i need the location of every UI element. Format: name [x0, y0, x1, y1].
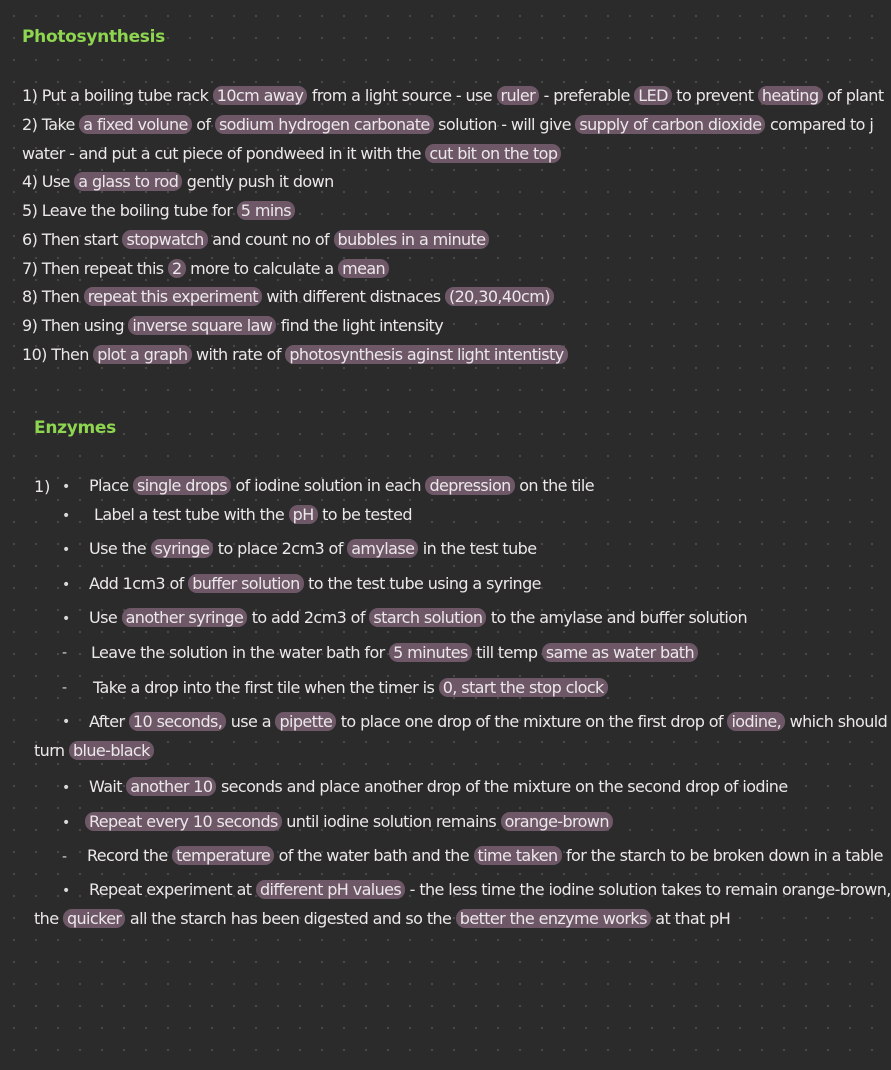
text-segment: Label a test tube with the — [94, 505, 289, 524]
text-segment: which should — [785, 712, 888, 731]
highlighted-text: pipette — [275, 712, 336, 731]
highlighted-text: single drops — [133, 476, 231, 495]
photosynthesis-line — [22, 259, 389, 279]
highlighted-text: depression — [425, 476, 514, 495]
bullet-marker: • — [62, 577, 71, 593]
highlighted-text: cut bit on the top — [425, 144, 561, 163]
text-segment: 7) Then repeat this — [22, 259, 169, 278]
text-segment: at that pH — [650, 909, 731, 928]
photosynthesis-line — [22, 86, 884, 106]
text-segment: of the water bath and the — [274, 846, 474, 865]
highlighted-text: 0, start the stop clock — [439, 678, 608, 697]
photosynthesis-line — [22, 201, 295, 221]
highlighted-text: Repeat every 10 seconds — [85, 812, 282, 831]
text-segment: of — [191, 115, 215, 134]
enzyme-step — [34, 741, 154, 761]
enzyme-step — [89, 880, 891, 900]
highlighted-text: 5 mins — [237, 201, 295, 220]
text-segment: of iodine solution in each — [230, 476, 426, 495]
highlighted-text: temperature — [172, 846, 274, 865]
highlighted-text: quicker — [63, 909, 125, 928]
highlighted-text: starch solution — [369, 608, 486, 627]
bullet-marker: - — [62, 645, 68, 661]
highlighted-text: inverse square law — [128, 316, 276, 335]
highlighted-text: same as water bath — [542, 643, 698, 662]
text-segment: Take a drop into the first tile when the timer is — [93, 678, 439, 697]
highlighted-text: LED — [634, 86, 672, 105]
text-segment: to be tested — [317, 505, 412, 524]
bullet-marker: • — [62, 542, 71, 558]
enzyme-step — [34, 909, 730, 929]
text-segment: with different distnaces — [261, 287, 445, 306]
highlighted-text: stopwatch — [122, 230, 207, 249]
text-segment: 10) Then — [22, 345, 94, 364]
enzyme-step — [89, 574, 541, 594]
highlighted-text: 10 seconds, — [129, 712, 226, 731]
text-segment: 8) Then — [22, 287, 84, 306]
highlighted-text: another 10 — [126, 777, 216, 796]
highlighted-text: blue-black — [69, 741, 154, 760]
bullet-marker: - — [62, 849, 68, 865]
bullet-marker: • — [62, 611, 71, 627]
photosynthesis-line — [22, 287, 554, 307]
highlighted-text: bubbles in a minute — [334, 230, 490, 249]
text-segment: to prevent — [671, 86, 758, 105]
highlighted-text: amylase — [347, 539, 418, 558]
text-segment: seconds and place another drop of the mixture on the second drop of iodine — [216, 777, 788, 796]
text-segment: and count no of — [207, 230, 334, 249]
highlighted-text: 5 minutes — [389, 643, 472, 662]
highlighted-text: a glass to rod — [74, 172, 182, 191]
text-segment: turn — [34, 741, 69, 760]
highlighted-text: iodine, — [727, 712, 785, 731]
highlighted-text: 2 — [168, 259, 186, 278]
text-segment: Place — [89, 476, 134, 495]
text-segment: Use — [89, 608, 122, 627]
text-segment: Use the — [89, 539, 151, 558]
enzyme-step — [89, 539, 536, 559]
text-segment: Add 1cm3 of — [89, 574, 189, 593]
bullet-marker: • — [62, 883, 71, 899]
enzyme-step — [93, 678, 608, 698]
text-segment: on the tile — [514, 476, 594, 495]
enzyme-step — [89, 476, 594, 496]
highlighted-text: buffer solution — [188, 574, 303, 593]
photosynthesis-heading: Photosynthesis — [22, 27, 165, 47]
text-segment: 1) Put a boiling tube rack — [22, 86, 213, 105]
highlighted-text: repeat this experiment — [84, 287, 262, 306]
highlighted-text: plot a graph — [93, 345, 191, 364]
text-segment: to the amylase and buffer solution — [486, 608, 748, 627]
enzyme-step — [85, 812, 613, 832]
text-segment: to add 2cm3 of — [247, 608, 370, 627]
photosynthesis-line — [22, 115, 873, 135]
highlighted-text: pH — [289, 505, 318, 524]
text-segment: until iodine solution remains — [281, 812, 501, 831]
highlighted-text: ruler — [497, 86, 540, 105]
text-segment: use a — [226, 712, 276, 731]
highlighted-text: 10cm away — [213, 86, 308, 105]
text-segment: find the light intensity — [276, 316, 444, 335]
text-segment: till temp — [471, 643, 542, 662]
text-segment: 9) Then using — [22, 316, 129, 335]
text-segment: - preferable — [539, 86, 635, 105]
bullet-marker: • — [62, 780, 71, 796]
highlighted-text: orange-brown — [501, 812, 613, 831]
text-segment: more to calculate a — [185, 259, 339, 278]
highlighted-text: sodium hydrogen carbonate — [215, 115, 434, 134]
text-segment: - the less time the iodine solution takes to remain orange-brown, — [405, 880, 891, 899]
highlighted-text: time taken — [474, 846, 562, 865]
highlighted-text: photosynthesis aginst light intentisty — [285, 345, 567, 364]
text-segment: solution - will give — [433, 115, 576, 134]
text-segment: 5) Leave the boiling tube for — [22, 201, 237, 220]
enzyme-step — [94, 505, 412, 525]
text-segment: Repeat experiment at — [89, 880, 256, 899]
text-segment: water - and put a cut piece of pondweed in it with the — [22, 144, 426, 163]
text-segment: After — [89, 712, 129, 731]
enzyme-step — [89, 608, 747, 628]
text-segment: gently push it down — [182, 172, 334, 191]
photosynthesis-line — [22, 345, 568, 365]
text-segment: Record the — [87, 846, 173, 865]
text-segment: Wait — [89, 777, 127, 796]
highlighted-text: a fixed volune — [79, 115, 191, 134]
text-segment: compared to j — [765, 115, 874, 134]
bullet-marker: - — [62, 680, 68, 696]
highlighted-text: different pH values — [256, 880, 405, 899]
bullet-marker: • — [62, 714, 71, 730]
text-segment: with rate of — [191, 345, 286, 364]
highlighted-text: mean — [338, 259, 389, 278]
highlighted-text: another syringe — [122, 608, 248, 627]
text-segment: Leave the solution in the water bath for — [91, 643, 390, 662]
text-segment: 4) Use — [22, 172, 75, 191]
text-segment: to the test tube using a syringe — [303, 574, 541, 593]
text-segment: to place one drop of the mixture on the first drop of — [336, 712, 728, 731]
enzymes-step-number: 1) — [34, 477, 51, 496]
text-segment: 2) Take — [22, 115, 80, 134]
photosynthesis-line — [22, 172, 334, 192]
text-segment: from a light source - use — [307, 86, 497, 105]
text-segment: the — [34, 909, 63, 928]
text-segment: 6) Then start — [22, 230, 123, 249]
enzyme-step — [89, 712, 887, 732]
highlighted-text: better the enzyme works — [456, 909, 651, 928]
text-segment: for the starch to be broken down in a table — [561, 846, 883, 865]
bullet-marker: • — [62, 815, 71, 831]
highlighted-text: (20,30,40cm) — [445, 287, 554, 306]
photosynthesis-line — [22, 316, 443, 336]
photosynthesis-line — [22, 230, 489, 250]
enzyme-step — [91, 643, 698, 663]
text-segment: of plant — [822, 86, 884, 105]
text-segment: to place 2cm3 of — [213, 539, 348, 558]
text-segment: in the test tube — [418, 539, 537, 558]
bullet-marker: • — [62, 508, 71, 524]
highlighted-text: heating — [758, 86, 823, 105]
enzyme-step — [87, 846, 883, 866]
text-segment: all the starch has been digested and so the — [125, 909, 456, 928]
photosynthesis-line — [22, 144, 561, 164]
highlighted-text: syringe — [151, 539, 214, 558]
bullet-marker: • — [62, 479, 71, 495]
enzyme-step — [89, 777, 788, 797]
enzymes-heading: Enzymes — [34, 418, 116, 438]
highlighted-text: supply of carbon dioxide — [575, 115, 765, 134]
